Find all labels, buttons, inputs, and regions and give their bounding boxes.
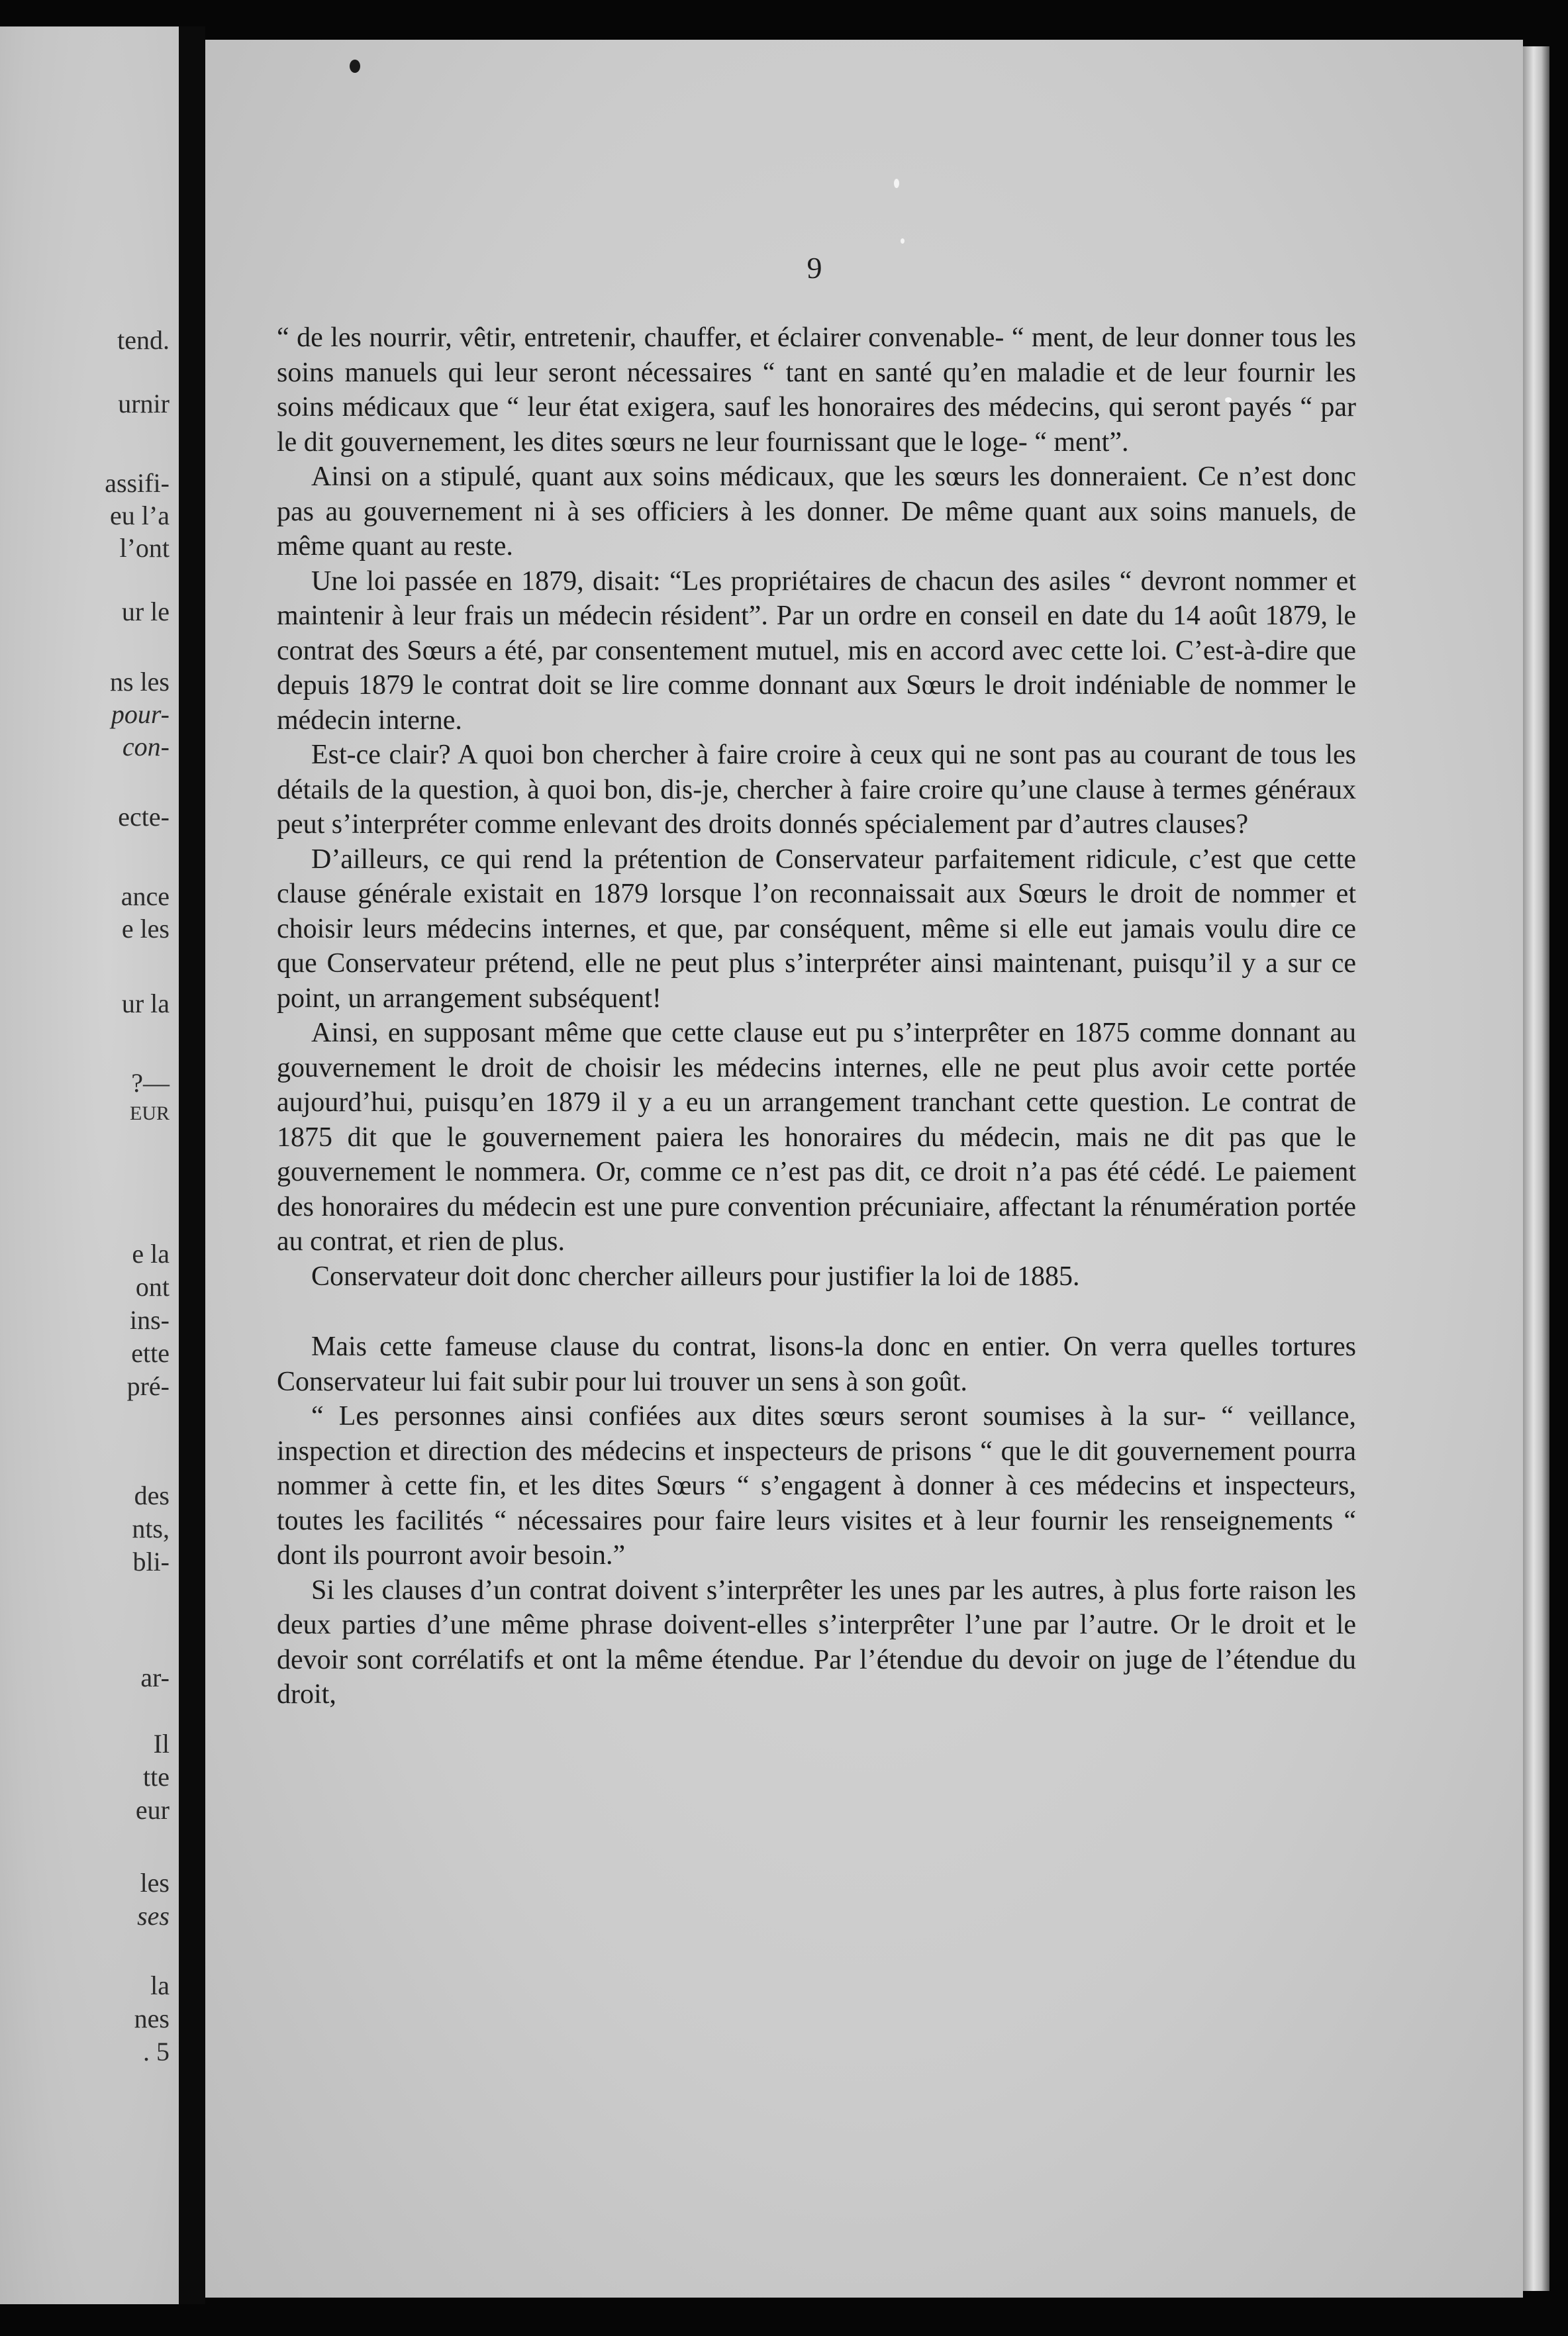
body-text <box>277 320 1356 1712</box>
left-page-fragment: ?— <box>131 1068 170 1098</box>
left-page-fragment: ar- <box>140 1663 170 1692</box>
paragraph-est-ce-clair: Est-ce clair? A quoi bon chercher à faire croire à ceux qui ne sont pas au courant de tous les détails de la question, à quoi bon, dis-je, chercher à faire croire qu’une clause à termes généraux peut s’interpréter comme enlevant des droits donnés spécialement par d’autres clauses? <box>277 740 1356 840</box>
left-page-fragment: ecte- <box>118 802 170 832</box>
page-gutter <box>179 26 205 2304</box>
left-page-fragment: pour- <box>111 699 170 729</box>
page-edge <box>1523 46 1549 2291</box>
left-page-fragment: ont <box>135 1272 170 1302</box>
paragraph-loi-1885: Conservateur doit donc chercher ailleurs pour justifier la loi de 1885. <box>311 1261 1080 1292</box>
paragraph-clauses-interpreter: Si les clauses d’un contrat doivent s’interprêter les unes par les autres, à plus forte raison les deux parties d’une même phrase doivent-elles s’interprêter l’une par l’autre. Or le droit et le devoir sont corrélatifs et ont la même étendue. Par l’étendue du devoir on juge de l’étendue du droit, <box>277 1575 1356 1710</box>
left-page-fragment: e les <box>121 914 170 944</box>
paragraph-quote-care: “ de les nourrir, vêtir, entretenir, chauffer, et éclairer convenable- “ ment, de leur donner tous les soins manuels qui leur seront nécessaires “ tant en santé qu’en maladie et de leur fournir les soins médicaux que “ leur état exigera, sauf les honoraires des médecins, qui seront payés “ par le dit gouvernement, les dites sœurs ne leur fournissant que le loge- “ ment”. <box>277 322 1356 458</box>
left-page-fragment: Il <box>153 1729 170 1759</box>
left-page-fragment: . 5 <box>143 2037 170 2067</box>
left-page-fragment: nes <box>134 2004 170 2033</box>
left-page-fragment: la <box>150 1971 170 2000</box>
left-page-fragment: ur la <box>121 989 170 1018</box>
page-number: 9 <box>807 251 822 285</box>
paragraph-quote-surveillance: “ Les personnes ainsi confiées aux dites sœurs seront soumises à la sur- “ veillance, inspection et direction des médecins et inspecteurs de prisons “ que le dit gouvernement pourra nommer à cette fin, et les dites Sœurs “ s’engagent à donner à ces médecins et inspecteurs, toutes les facilités “ nécessaires pour faire leurs visites et à leur fournir les renseignements “ dont ils pourront avoir besoin.” <box>277 1401 1356 1571</box>
left-page-fragment: EUR <box>130 1102 170 1124</box>
left-page-fragment: bli- <box>132 1547 170 1577</box>
left-page-fragment: l’ont <box>119 533 170 563</box>
left-page-fragment: nts, <box>132 1514 170 1543</box>
left-page-fragment: tend. <box>117 325 170 355</box>
left-page-fragment: ance <box>121 881 170 911</box>
left-page-fragment: eur <box>135 1795 170 1825</box>
left-page-fragment: e la <box>132 1239 170 1269</box>
left-page-fragment: con- <box>122 732 170 761</box>
left-page-fragment: assifi- <box>105 468 170 498</box>
ink-spot <box>350 60 360 73</box>
paragraph-ailleurs: D’ailleurs, ce qui rend la prétention de Conservateur parfaitement ridicule, c’est que cette clause générale existait en 1879 lorsque l’on reconnaissait aux Sœurs le droit de nommer et choisir leurs médecins internes, et que, par conséquent, même si elle eut jamais voulu dire ce que Conservateur prétend, elle ne peut plus s’interpréter ainsi maintenant, puisqu’il y a sur ce point, un arrangement subséquent! <box>277 844 1356 1014</box>
left-page-fragment: ur le <box>121 597 170 626</box>
left-page-fragment: tte <box>143 1762 170 1792</box>
left-page-fragment: les <box>140 1868 170 1898</box>
left-page-fragment: ins- <box>130 1305 170 1335</box>
paragraph-loi-1879: Une loi passée en 1879, disait: “Les propriétaires de chacun des asiles “ devront nommer et maintenir à leur frais un médecin résident”. Par un ordre en conseil en date du 14 août 1879, le contrat des Sœurs a été, par consentement mutuel, mis en accord avec cette loi. C’est-à-dire que depuis 1879 le contrat doit se lire comme donnant aux Sœurs le droit indéniable de nommer le médecin interne. <box>277 565 1356 736</box>
left-page-fragment: eu l’a <box>110 501 170 530</box>
left-page-fragment: ns les <box>110 667 170 697</box>
paragraph-clause-entiere: Mais cette fameuse clause du contrat, lisons-la donc en entier. On verra quelles tortures Conservateur lui fait subir pour lui trouver un sens à son goût. <box>277 1332 1356 1397</box>
left-page-fragment: pré- <box>126 1371 170 1401</box>
paragraph-stipule: Ainsi on a stipulé, quant aux soins médicaux, que les sœurs les donneraient. Ce n’est donc pas au gouvernement ni à ses officiers à les donner. De même quant aux soins manuels, de même quant au reste. <box>277 462 1356 561</box>
paragraph-supposant: Ainsi, en supposant même que cette clause eut pu s’interprêter en 1875 comme donnant au gouvernement le droit de choisir les médecins internes, elle ne peut plus avoir cette portée aujourd’hui, puisqu’en 1879 il y a eu un arrangement tranchant cette question. Le contrat de 1875 dit que le gouvernement paiera les honoraires du médecin, mais ne dit pas que le gouvernement le nommera. Or, comme ce n’est pas dit, ce droit n’a pas été cédé. Le paiement des honoraires du médecin est une pure convention précuniaire, affectant la rénumération portée au contrat, et rien de plus. <box>277 1018 1356 1257</box>
scan-speck <box>901 238 905 244</box>
scan-speck <box>894 179 899 188</box>
left-page-fragment: urnir <box>118 389 170 418</box>
left-page-fragment: ses <box>137 1901 170 1931</box>
left-page-fragment: des <box>134 1481 170 1510</box>
left-page-fragment: ette <box>131 1338 170 1368</box>
left-page-strip <box>0 26 179 2304</box>
